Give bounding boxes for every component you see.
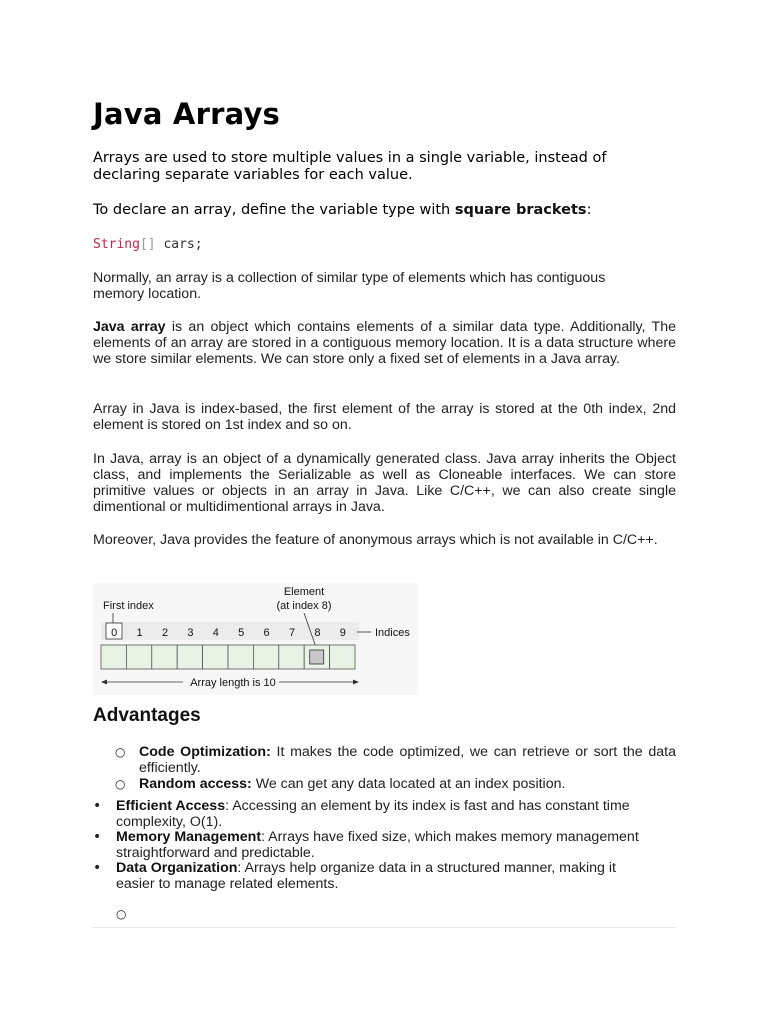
moreover-paragraph: Moreover, Java provides the feature of anonymous arrays which is not available in C/C++. [93,532,658,548]
array-cell [152,645,177,669]
highlighted-element [310,650,324,664]
array-cell [279,645,304,669]
index-label: 5 [238,627,245,639]
empty-circle-bullet: ○ [116,907,127,921]
sub-advantages-list [93,744,676,792]
declare-end: : [586,202,592,218]
array-cell [203,645,228,669]
array-cell [228,645,253,669]
index-label: 1 [136,627,143,639]
index-label: 0 [111,627,118,639]
sub-item-bold: Random access: [139,776,252,792]
intro-paragraph: Arrays are used to store multiple values in a single variable, instead of declaring separate variables for each value. [93,150,607,183]
length-label: Array length is 10 [190,677,276,689]
array-cell [330,645,355,669]
page-title: Java Arrays [93,97,281,131]
dot-bullet: • [93,829,102,845]
index-label: 6 [263,627,270,639]
element-label-line1: Element [283,586,325,598]
advantages-heading: Advantages [93,705,201,726]
element-label-line2: (at index 8) [276,600,332,612]
index-paragraph: Array in Java is index-based, the first element of the array is stored at the 0th index, 2nd element is stored on 1st index and so on. [93,401,676,433]
java-array-text: is an object which contains elements of a similar data type. Additionally, The elements of an array are stored in a contiguous memory location. It is a data structure where we store similar elements. We can store only a fixed set of elements in a Java array. [93,319,676,367]
item-bold: Memory Management [116,829,262,845]
list-item [93,860,653,891]
array-diagram-svg [93,583,418,695]
circle-bullet: ○ [115,777,126,791]
item-text: : Arrays help organize data in a structured manner, making it easier to manage related elements. [116,860,616,892]
list-item [93,829,653,860]
declare-paragraph [93,202,676,219]
java-array-bold: Java array [93,319,166,335]
index-label: 3 [187,627,194,639]
index-label: 8 [314,627,321,639]
list-item [93,744,676,776]
code-type: String [93,237,140,252]
index-label: 9 [339,627,346,639]
item-bold: Efficient Access [116,798,226,814]
dot-bullet: • [93,860,102,876]
sub-item-text: It makes the code optimized, we can retrieve or sort the data efficiently. [139,744,676,776]
declare-bold: square brackets [454,202,587,218]
index-label: 2 [161,627,169,639]
object-paragraph: In Java, array is an object of a dynamically generated class. Java array inherits the Object class, and implements the Serializable as well as Cloneable interfaces. We can store primitive values or objects in an array in Java. Like C/C++, we can also create single dimentional or multidimentional arrays in Java. [93,451,676,515]
array-diagram [93,583,418,695]
array-cell [101,645,126,669]
normally-paragraph: Normally, an array is a collection of similar type of elements which has contiguous memory location. [93,270,606,302]
index-label: 7 [288,627,296,639]
index-label: 4 [212,627,219,639]
declare-text: To declare an array, define the variable type with [93,202,455,218]
code-brackets: [] [139,237,156,252]
item-text: : Accessing an element by its index is fast and has constant time complexity, O(1). [116,798,630,830]
indices-label: Indices [375,627,410,639]
array-cell [177,645,202,669]
array-cell [253,645,278,669]
circle-bullet: ○ [115,745,126,759]
list-item [93,776,676,792]
list-item [93,798,653,829]
array-cell [126,645,151,669]
array-cells [101,645,355,669]
code-snippet [93,237,203,253]
sub-item-text: We can get any data located at an index position. [251,776,566,792]
bottom-divider [93,927,676,928]
sub-item-bold: Code Optimization: [139,744,271,760]
advantages-list [93,798,653,891]
code-rest: cars; [155,237,203,252]
first-index-label: First index [103,600,154,612]
dot-bullet: • [93,798,102,814]
item-bold: Data Organization [116,860,238,876]
item-text: : Arrays have fixed size, which makes memory management straightforward and predictable. [116,829,639,861]
java-array-paragraph [93,319,676,367]
